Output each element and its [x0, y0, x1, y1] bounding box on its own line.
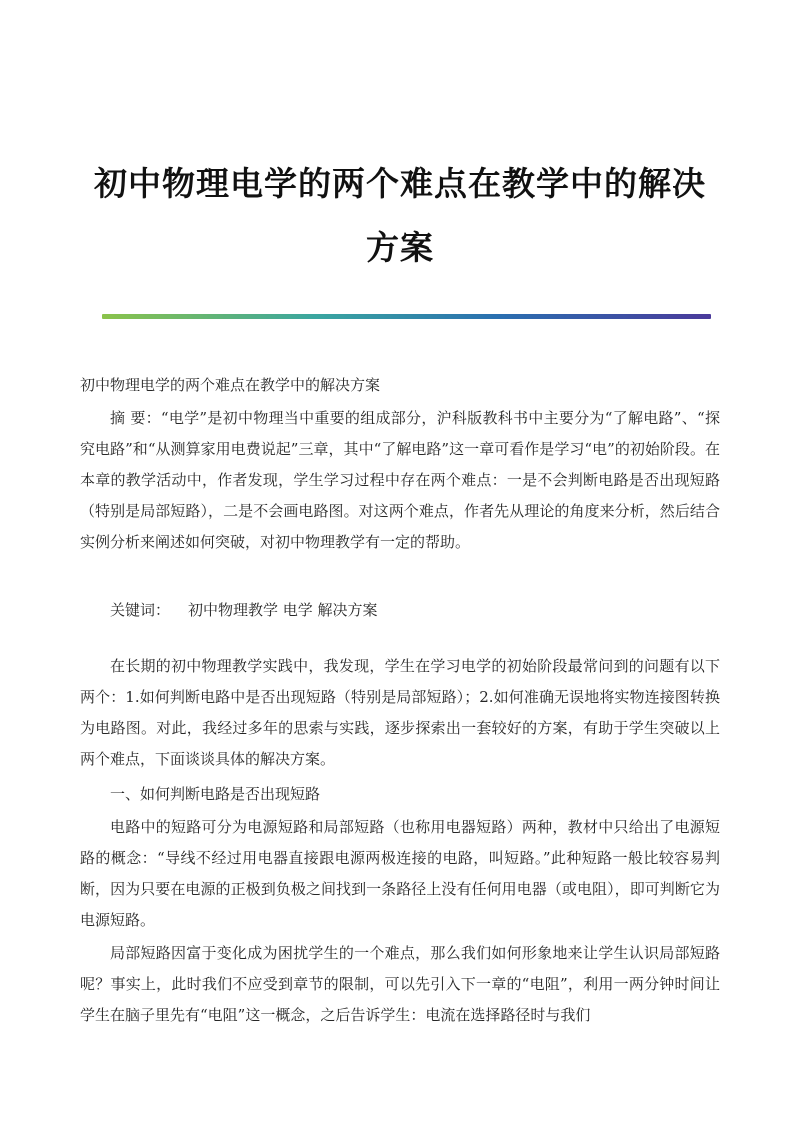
document-subtitle: 初中物理电学的两个难点在教学中的解决方案 — [80, 376, 381, 394]
section-heading-1: 一、如何判断电路是否出现短路 — [110, 785, 321, 803]
abstract-label: 摘 要： — [110, 409, 161, 427]
paragraph-intro: 在长期的初中物理教学实践中，我发现，学生在学习电学的初始阶段最常问到的问题有以下两个：1.如何判断电路中是否出现短路（特别是局部短路）；2.如何准确无误地将实物连接图转换为电路图。对此，我经过多年的思索与实践，逐步探索出一套较好的方案，有助于学生突破以上两个难点，下面谈谈具体的解决方案。 — [80, 657, 720, 768]
title-divider — [102, 314, 711, 319]
paragraph-short-circuit-types: 电路中的短路可分为电源短路和局部短路（也称用电器短路）两种，教材中只给出了电源短路的概念：“导线不经过用电器直接跟电源两极连接的电路，叫短路。”此种短路一般比较容易判断，因为只要在电源的正极到负极之间找到一条路径上没有任何用电器（或电阻），即可判断它为电源短路。 — [80, 818, 720, 929]
abstract-paragraph — [80, 403, 720, 558]
abstract-text: “电学”是初中物理当中重要的组成部分，沪科版教科书中主要分为“了解电路”、“探究电路”和“从测算家用电费说起”三章，其中“了解电路”这一章可看作是学习“电”的初始阶段。在本章的教学活动中，作者发现，学生学习过程中存在两个难点：一是不会判断电路是否出现短路（特别是局部短路），二是不会画电路图。对这两个难点，作者先从理论的角度来分析，然后结合实例分析来阐述如何突破，对初中物理教学有一定的帮助。 — [80, 409, 720, 551]
keywords-label: 关键词： — [110, 601, 171, 619]
keywords-text: 初中物理教学 电学 解决方案 — [188, 601, 378, 619]
document-title: 初中物理电学的两个难点在教学中的解决方案 — [94, 164, 706, 267]
paragraph-local-short-circuit: 局部短路因富于变化成为困扰学生的一个难点，那么我们如何形象地来让学生认识局部短路呢？事实上，此时我们不应受到章节的限制，可以先引入下一章的“电阻”，利用一两分钟时间让学生在脑子里先有“电阻”这一概念，之后告诉学生：电流在选择路径时与我们 — [80, 944, 720, 1024]
keywords-line — [80, 595, 720, 626]
